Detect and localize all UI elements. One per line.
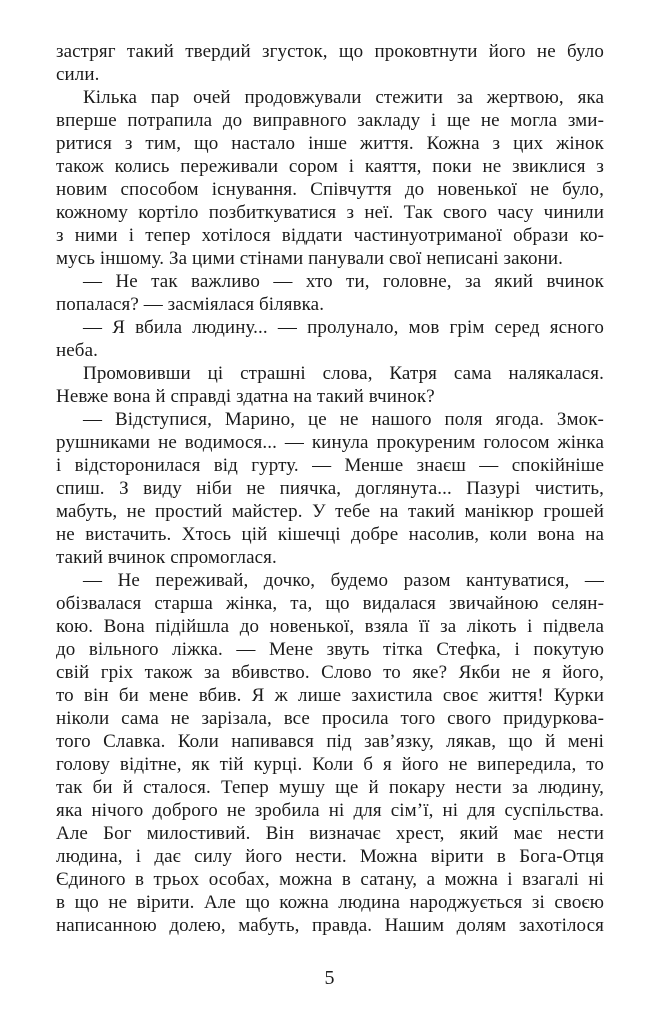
text-line: ніколи сама не зарізала, все просила того свого придуркова- [56,708,604,729]
text-line: людина, і дає силу його нести. Можна вірити в Бога-Отця [56,846,604,867]
text-line: — Не переживай, дочко, будемо разом кантуватися, — [83,570,604,591]
text-line: Але Бог милостивий. Він визначає хрест, який має нести [56,823,604,844]
text-line: мабуть, не простий майстер. У тебе на такий манікюр грошей [56,501,604,522]
text-line: так би й сталося. Тепер мушу ще й покару нести за людину, [56,777,604,798]
text-line: неба. [56,340,98,361]
paragraph [56,408,604,569]
text-line: Кілька пар очей продовжували стежити за жертвою, яка [83,87,604,108]
paragraph [56,86,604,270]
text-line: обізвалася старша жінка, та, що видалася звичайною селян- [56,593,604,614]
text-line: свій гріх також за вбивство. Слово то яке? Якби не я його, [56,662,604,683]
text-line: рушниками не водимося... — кинула прокуреним голосом жінка [56,432,604,453]
text-line: застряг такий твердий згусток, що проковтнути його не було [56,41,604,62]
text-line: попалася? — засміялася білявка. [56,294,325,315]
paragraph [56,362,604,408]
text-line: не вистачить. Хтось цій кішечці добре насолив, коли вона на [56,524,604,545]
text-line: з ними і тепер хотілося віддати частинуотриманої образи ко- [56,225,604,246]
text-line: новим способом існування. Співчуття до новенької не було, [56,179,604,200]
text-line: Невже вона й справді здатна на такий вчинок? [56,386,435,407]
text-line: і відсторонилася від гурту. — Менше знаєш — спокійніше [56,455,604,476]
text-line: сили. [56,64,100,85]
text-line: кою. Вона підійшла до новенької, взяла її за лікоть і підвела [56,616,604,637]
text-line: до вільного ліжка. — Мене звуть тітка Стефка, і покутую [56,639,604,660]
text-line: Єдиного в трьох особах, можна в сатану, а можна і взагалі ні [56,869,604,890]
text-line: написанною долею, мабуть, правда. Нашим долям захотілося [56,915,604,936]
text-line: ритися з тим, що настало інше життя. Кожна з цих жінок [56,133,604,154]
text-line: — Я вбила людину... — пролунало, мов грім серед ясного [83,317,604,338]
text-line: такий вчинок спромоглася. [56,547,277,568]
text-line: в що не вірити. Але що кожна людина народжується зі своєю [56,892,604,913]
paragraph [56,316,604,362]
text-line: голову відітне, як тій курці. Коли б я його не випередила, то [56,754,604,775]
text-line: мусь іншому. За цими стінами панували свої неписані закони. [56,248,563,269]
text-line: кожному кортіло позбиткуватися з неї. Так свого часу чинили [56,202,604,223]
page-number: 5 [324,967,335,989]
text-line: то він би мене вбив. Я ж лише захистила своє життя! Курки [56,685,604,706]
page-text [56,40,604,937]
text-line: яка нічого доброго не зробила ні для сім’ї, ні для суспільства. [56,800,604,821]
paragraph [56,270,604,316]
text-line: — Відступися, Марино, це не нашого поля ягода. Змок- [83,409,604,430]
text-line: також колись переживали сором і каяття, поки не звиклися з [56,156,604,177]
text-line: вперше потрапила до виправного закладу і ще не могла зми- [56,110,604,131]
text-line: того Славка. Коли напивався під зав’язку, лякав, що й мені [56,731,604,752]
text-line: — Не так важливо — хто ти, головне, за який вчинок [83,271,604,292]
paragraph [56,40,604,86]
paragraph [56,569,604,937]
text-line: Промовивши ці страшні слова, Катря сама налякалася. [83,363,604,384]
text-line: спиш. З виду ніби не пиячка, доглянута... Пазурі чистить, [56,478,604,499]
